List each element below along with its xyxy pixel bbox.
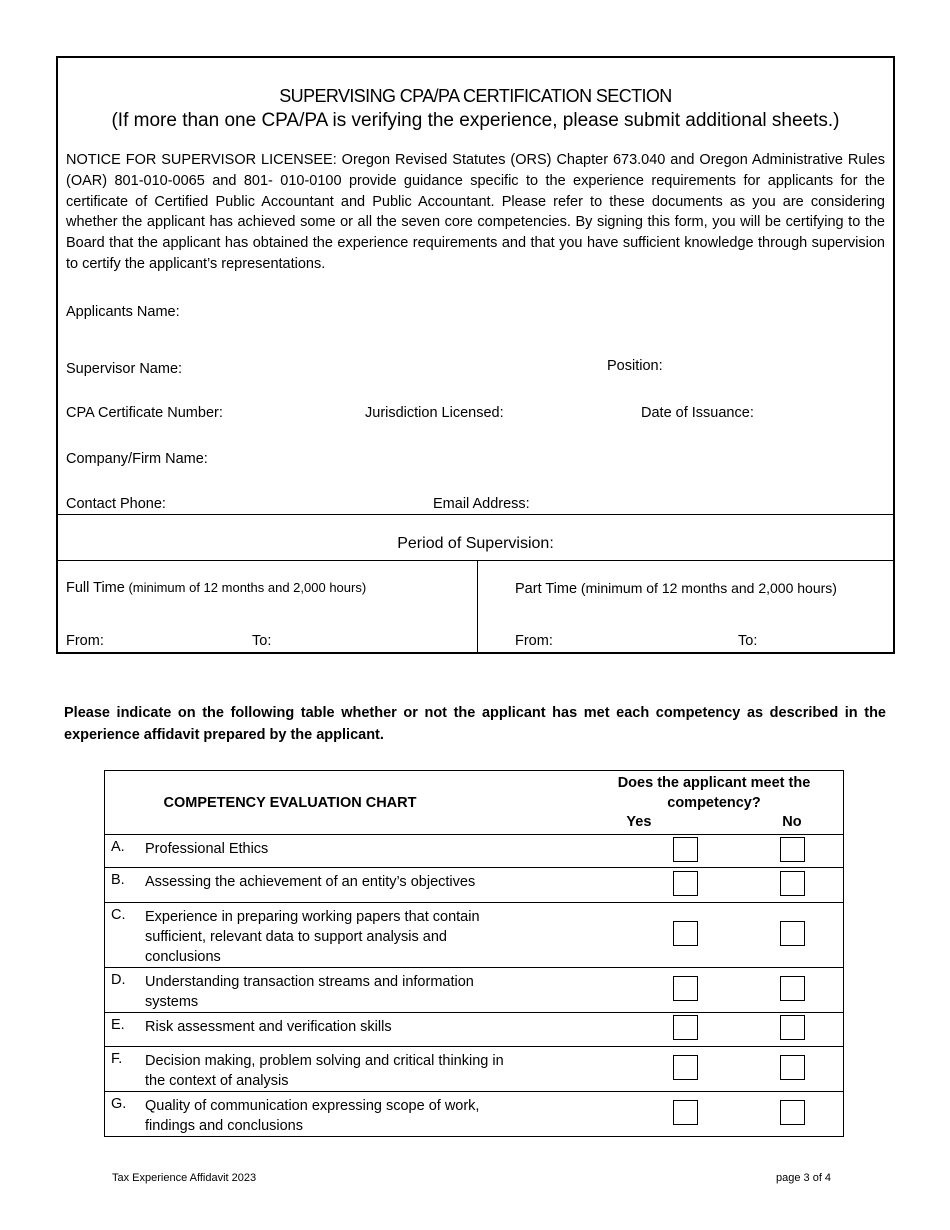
- date-issuance-label: Date of Issuance:: [641, 405, 754, 421]
- no-cell: [741, 903, 844, 968]
- footer-left: Tax Experience Affidavit 2023: [112, 1172, 257, 1184]
- yes-checkbox[interactable]: [673, 1055, 698, 1080]
- part-time-to-label: To:: [738, 633, 758, 649]
- part-time-heading: [515, 580, 837, 597]
- column-divider: [477, 561, 478, 652]
- competency-text: Professional Ethics: [139, 835, 585, 868]
- notice-paragraph: [66, 150, 885, 275]
- section-subtitle: (If more than one CPA/PA is verifying the experience, please submit additional sheets.): [111, 110, 840, 131]
- competency-row: [105, 835, 844, 868]
- notice-label: NOTICE FOR SUPERVISOR LICENSEE:: [66, 152, 337, 168]
- no-cell: [741, 868, 844, 903]
- competency-row: [105, 1047, 844, 1092]
- yes-cell: [585, 868, 741, 903]
- no-checkbox[interactable]: [780, 1100, 805, 1125]
- part-time-note: (minimum of 12 months and 2,000 hours): [577, 580, 837, 596]
- part-time-from-label: From:: [515, 633, 553, 649]
- yes-checkbox[interactable]: [673, 871, 698, 896]
- no-checkbox[interactable]: [780, 837, 805, 862]
- email-label: Email Address:: [433, 496, 530, 512]
- no-cell: [741, 1092, 844, 1137]
- yes-cell: [585, 1047, 741, 1092]
- no-cell: [741, 968, 844, 1013]
- competency-table: [104, 770, 844, 1137]
- yes-cell: [585, 903, 741, 968]
- no-cell: [741, 1013, 844, 1047]
- competency-text: Risk assessment and verification skills: [139, 1013, 585, 1047]
- table-header: [105, 771, 844, 835]
- yes-checkbox[interactable]: [673, 1100, 698, 1125]
- supervisor-certification-section: [56, 56, 895, 654]
- yes-checkbox[interactable]: [673, 921, 698, 946]
- no-column-label: No: [782, 814, 802, 830]
- position-label: Position:: [607, 358, 663, 374]
- part-time-label: Part Time: [515, 581, 578, 597]
- no-cell: [741, 1047, 844, 1092]
- company-label: Company/Firm Name:: [66, 451, 208, 467]
- row-letter: G.: [105, 1092, 140, 1137]
- phone-label: Contact Phone:: [66, 496, 166, 512]
- full-time-label: Full Time: [66, 580, 125, 596]
- competency-text: Quality of communication expressing scope of work, findings and conclusions: [139, 1092, 585, 1137]
- table-instructions: Please indicate on the following table whether or not the applicant has met each competency as described in the experience affidavit prepared by the applicant.: [64, 705, 886, 743]
- competency-row: [105, 1013, 844, 1047]
- question-label: Does the applicant meet the competency?: [617, 775, 811, 811]
- competency-row: [105, 868, 844, 903]
- jurisdiction-label: Jurisdiction Licensed:: [365, 405, 504, 421]
- no-checkbox[interactable]: [780, 1015, 805, 1040]
- section-title: SUPERVISING CPA/PA CERTIFICATION SECTION: [279, 86, 672, 106]
- competency-text: Experience in preparing working papers that contain sufficient, relevant data to support analysis and conclusions: [139, 903, 585, 968]
- divider: [58, 560, 893, 561]
- full-time-heading: [66, 580, 366, 596]
- yes-cell: [585, 968, 741, 1013]
- row-letter: D.: [105, 968, 140, 1013]
- page-number: page 3 of 4: [776, 1172, 832, 1184]
- row-letter: C.: [105, 903, 140, 968]
- full-time-to-label: To:: [252, 633, 272, 649]
- no-cell: [741, 835, 844, 868]
- row-letter: B.: [105, 868, 140, 903]
- competency-row: [105, 968, 844, 1013]
- yes-cell: [585, 835, 741, 868]
- cpa-number-label: CPA Certificate Number:: [66, 405, 223, 421]
- row-letter: E.: [105, 1013, 140, 1047]
- notice-text: Oregon Revised Statutes (ORS) Chapter 673.040 and Oregon Administrative Rules (OAR) 801-010-0065 and 801- 010-0100 provide guidance specific to the experience requirements for applicants for the certificate of Certified Public Accountant and Public Accountant. Please refer to these documents as you are considering whether the applicant has achieved some or all the seven core competencies. By signing this form, you will be certifying to the Board that the applicant has obtained the experience requirements and that you have sufficient knowledge through supervision to certify the applicant’s representations.: [66, 152, 885, 272]
- period-title: Period of Supervision:: [397, 535, 554, 552]
- no-checkbox[interactable]: [780, 976, 805, 1001]
- competency-row: [105, 1092, 844, 1137]
- table-title: COMPETENCY EVALUATION CHART: [163, 794, 417, 811]
- no-checkbox[interactable]: [780, 1055, 805, 1080]
- competency-text: Understanding transaction streams and information systems: [139, 968, 585, 1013]
- yes-column-label: Yes: [626, 814, 652, 830]
- competency-text: Assessing the achievement of an entity’s objectives: [139, 868, 585, 903]
- yes-checkbox[interactable]: [673, 976, 698, 1001]
- yes-checkbox[interactable]: [673, 837, 698, 862]
- divider: [58, 514, 893, 515]
- yes-cell: [585, 1013, 741, 1047]
- competency-row: [105, 903, 844, 968]
- meets-competency-header: [585, 771, 844, 835]
- applicant-name-label: Applicants Name:: [66, 304, 180, 320]
- row-letter: A.: [105, 835, 140, 868]
- row-letter: F.: [105, 1047, 140, 1092]
- full-time-from-label: From:: [66, 633, 104, 649]
- yes-checkbox[interactable]: [673, 1015, 698, 1040]
- no-checkbox[interactable]: [780, 871, 805, 896]
- full-time-note: (minimum of 12 months and 2,000 hours): [124, 580, 367, 595]
- supervisor-name-label: Supervisor Name:: [66, 361, 183, 377]
- yes-cell: [585, 1092, 741, 1137]
- no-checkbox[interactable]: [780, 921, 805, 946]
- competency-text: Decision making, problem solving and critical thinking in the context of analysis: [139, 1047, 585, 1092]
